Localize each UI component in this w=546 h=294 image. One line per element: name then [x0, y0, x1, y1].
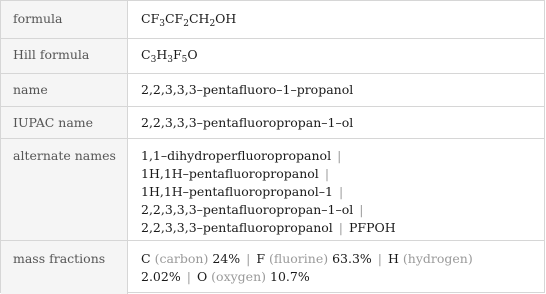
element-symbol: C	[141, 251, 151, 266]
element-name: (fluorine)	[269, 251, 329, 266]
formula-part: C	[141, 47, 151, 62]
formula-part: F	[172, 47, 182, 62]
row-label-cell	[1, 107, 128, 138]
row-label-name: name	[13, 82, 48, 97]
element-symbol: O	[196, 269, 208, 284]
alternate-names-line	[141, 147, 396, 165]
formula-subscript: 2	[209, 19, 216, 29]
separator: |	[324, 166, 330, 181]
row-mass-fractions	[1, 240, 544, 294]
row-label-cell	[1, 74, 128, 106]
row-hill-formula	[1, 38, 544, 73]
separator: |	[359, 202, 364, 217]
separator: |	[339, 184, 344, 199]
formula-value	[141, 10, 236, 28]
alternate-name: 1H,1H–pentafluoropropanol–1	[141, 184, 334, 199]
row-label-formula: formula	[13, 11, 63, 26]
formula-part: CH	[188, 11, 210, 26]
element-symbol: H	[388, 251, 399, 266]
iupac-name-value: 2,2,3,3,3–pentafluoropropan–1–ol	[141, 115, 354, 130]
formula-subscript: 3	[150, 55, 157, 65]
row-iupac-name	[1, 106, 544, 138]
row-label-hill-formula: Hill formula	[13, 47, 90, 62]
row-label-cell	[1, 139, 128, 240]
formula-subscript: 2	[183, 19, 189, 29]
row-label-mass-fractions: mass fractions	[13, 251, 106, 266]
mass-fractions-line	[141, 268, 473, 286]
alternate-names-line	[141, 183, 396, 201]
row-name	[1, 73, 544, 106]
alternate-names-line	[141, 201, 396, 219]
alternate-name: PFPOH	[349, 220, 396, 235]
separator: |	[337, 148, 342, 163]
formula-subscript: 5	[181, 55, 188, 65]
row-label-iupac-name: IUPAC name	[13, 115, 94, 130]
separator: |	[338, 220, 343, 235]
mass-fraction: 63.3%	[332, 251, 372, 266]
hill-formula-value	[141, 46, 198, 64]
element-symbol: F	[256, 251, 266, 266]
mass-fraction: 2.02%	[141, 269, 181, 284]
formula-part: OH	[215, 11, 237, 26]
separator: |	[377, 251, 383, 266]
row-label-cell	[1, 241, 128, 294]
formula-subscript: 3	[159, 19, 165, 29]
alternate-name: 1H,1H–pentafluoropropanol	[141, 166, 319, 181]
row-label-alternate-names: alternate names	[13, 148, 116, 163]
separator: |	[186, 269, 191, 284]
alternate-name: 2,2,3,3,3–pentafluoropropanol	[141, 220, 333, 235]
element-name: (oxygen)	[211, 269, 267, 284]
element-name: (hydrogen)	[402, 251, 473, 266]
separator: |	[246, 251, 251, 266]
alternate-names-line	[141, 165, 396, 183]
mass-fraction: 24%	[212, 251, 241, 266]
formula-part: H	[156, 47, 168, 62]
alternate-names-line	[141, 219, 396, 237]
mass-fractions-line	[141, 250, 473, 268]
alternate-names-value	[141, 147, 396, 237]
alternate-name: 1,1–dihydroperfluoropropanol	[141, 148, 332, 163]
formula-part: O	[187, 47, 198, 62]
mass-fraction: 10.7%	[270, 269, 310, 284]
name-value: 2,2,3,3,3–pentafluoro–1–propanol	[141, 82, 354, 97]
row-label-cell	[1, 39, 128, 73]
row-label-cell	[1, 1, 128, 38]
row-alternate-names	[1, 138, 544, 240]
formula-subscript: 3	[167, 55, 173, 65]
element-name: (carbon)	[154, 251, 209, 266]
formula-part: CF	[141, 11, 160, 26]
mass-fractions-value	[141, 250, 473, 286]
alternate-name: 2,2,3,3,3–pentafluoropropan–1–ol	[141, 202, 354, 217]
row-formula	[1, 1, 544, 38]
formula-part: CF	[164, 11, 184, 26]
